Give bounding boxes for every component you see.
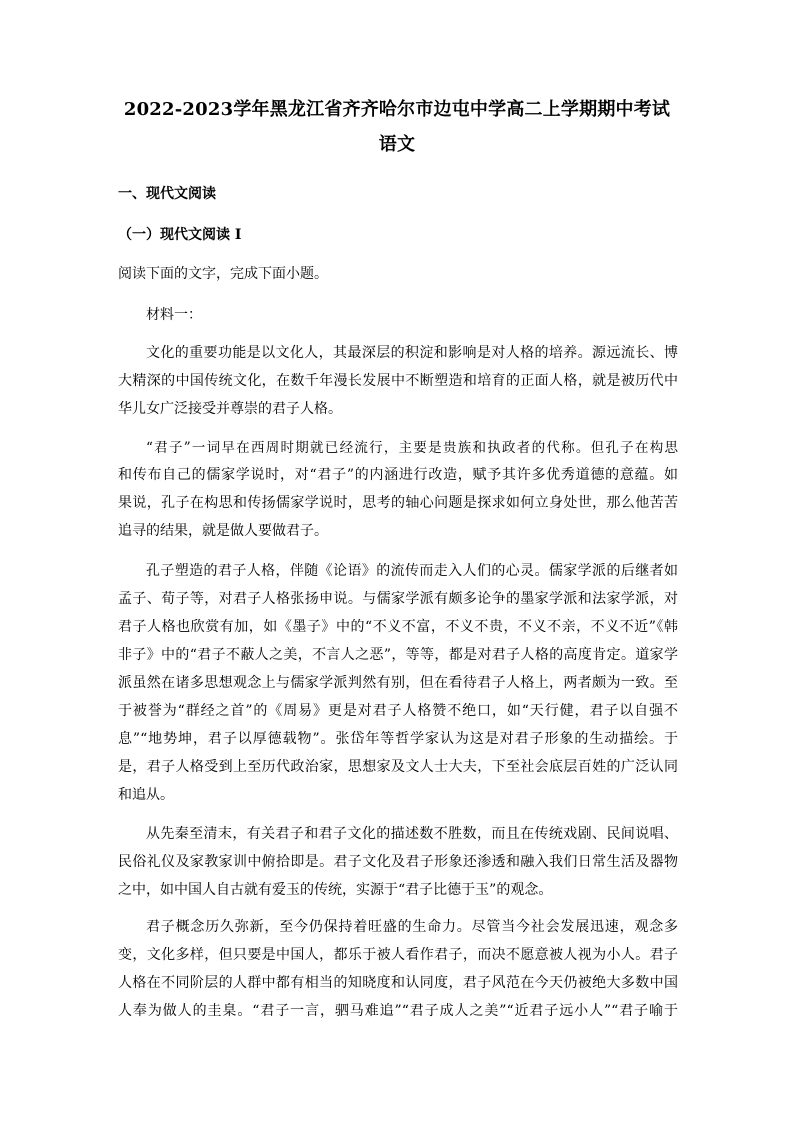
paragraph-line: 君子人格也欣赏有加，如《墨子》中的“不义不富，不义不贵，不义不亲，不义不近”《韩 [118, 619, 678, 635]
paragraph-line: 派虽然在诸多思想观念上与儒家学派判然有别，但在看待君子人格上，两者颇为一致。至 [118, 675, 678, 691]
paragraph-line: 和传布自己的儒家学说时，对“君子”的内涵进行改造，赋予其许多优秀道德的意蕴。如 [118, 467, 678, 483]
paragraph-line: 大精深的中国传统文化，在数千年漫长发展中不断塑造和培育的正面人格，就是被历代中 [118, 373, 678, 389]
paragraph-line: 息”“地势坤，君子以厚德载物”。张岱年等哲学家认为这是对君子形象的生动描绘。于 [118, 731, 678, 747]
material-label: 材料一： [146, 307, 202, 323]
section-heading: 一、现代文阅读 [118, 186, 216, 202]
paragraph-line: 人奉为做人的圭臬。“君子一言，驷马难追”“君子成人之美”“近君子远小人”“君子喻于 [118, 1003, 678, 1019]
paragraph-line: “君子”一词早在西周时期就已经流行，主要是贵族和执政者的代称。但孔子在构思 [146, 440, 678, 456]
paragraph-line: 变，文化多样，但只要是中国人，都乐于被人看作君子，而决不愿意被人视为小人。君子 [118, 947, 678, 963]
paragraph-line: 之中，如中国人自古就有爱玉的传统，实源于“君子比德于玉”的观念。 [118, 882, 553, 898]
paragraph-line: 是，君子人格受到上至历代政治家，思想家及文人士大夫，下至社会底层百姓的广泛认同 [118, 759, 678, 775]
paragraph-line: 文化的重要功能是以文化人，其最深层的积淀和影响是对人格的培养。源远流长、博 [146, 345, 678, 361]
instruction-text: 阅读下面的文字，完成下面小题。 [118, 266, 328, 282]
subsection-heading: （一）现代文阅读 I [118, 227, 242, 243]
paragraph-line: 果说，孔子在构思和传扬儒家学说时，思考的轴心问题是探求如何立身处世，那么他苦苦 [118, 495, 678, 511]
paragraph-line: 华儿女广泛接受并尊崇的君子人格。 [118, 401, 342, 417]
paragraph-line: 于被誉为“群经之首”的《周易》更是对君子人格赞不绝口，如“天行健，君子以自强不 [118, 703, 678, 719]
paragraph-line: 君子概念历久弥新，至今仍保持着旺盛的生命力。尽管当今社会发展迅速，观念多 [146, 919, 678, 935]
paragraph-line: 民俗礼仪及家教家训中俯拾即是。君子文化及君子形象还渗透和融入我们日常生活及器物 [118, 854, 678, 870]
paragraph-line: 追寻的结果，就是做人要做君子。 [118, 523, 328, 539]
paragraph-line: 人格在不同阶层的人群中都有相当的知晓度和认同度，君子风范在今天仍被绝大多数中国 [118, 975, 678, 991]
paragraph-line: 从先秦至清末，有关君子和君子文化的描述数不胜数，而且在传统戏剧、民间说唱、 [146, 826, 678, 842]
document-title: 2022-2023学年黑龙江省齐齐哈尔市边屯中学高二上学期期中考试 [123, 99, 671, 120]
paragraph-line: 非子》中的“君子不蔽人之美，不言人之恶”，等等，都是对君子人格的高度肯定。道家学 [118, 647, 678, 663]
paragraph-line: 和追从。 [118, 787, 174, 803]
paragraph-line: 孔子塑造的君子人格，伴随《论语》的流传而走入人们的心灵。儒家学派的后继者如 [146, 563, 678, 579]
document-subject: 语文 [378, 134, 416, 155]
paragraph-line: 孟子、荀子等，对君子人格张扬申说。与儒家学派有颇多论争的墨家学派和法家学派，对 [118, 591, 678, 607]
